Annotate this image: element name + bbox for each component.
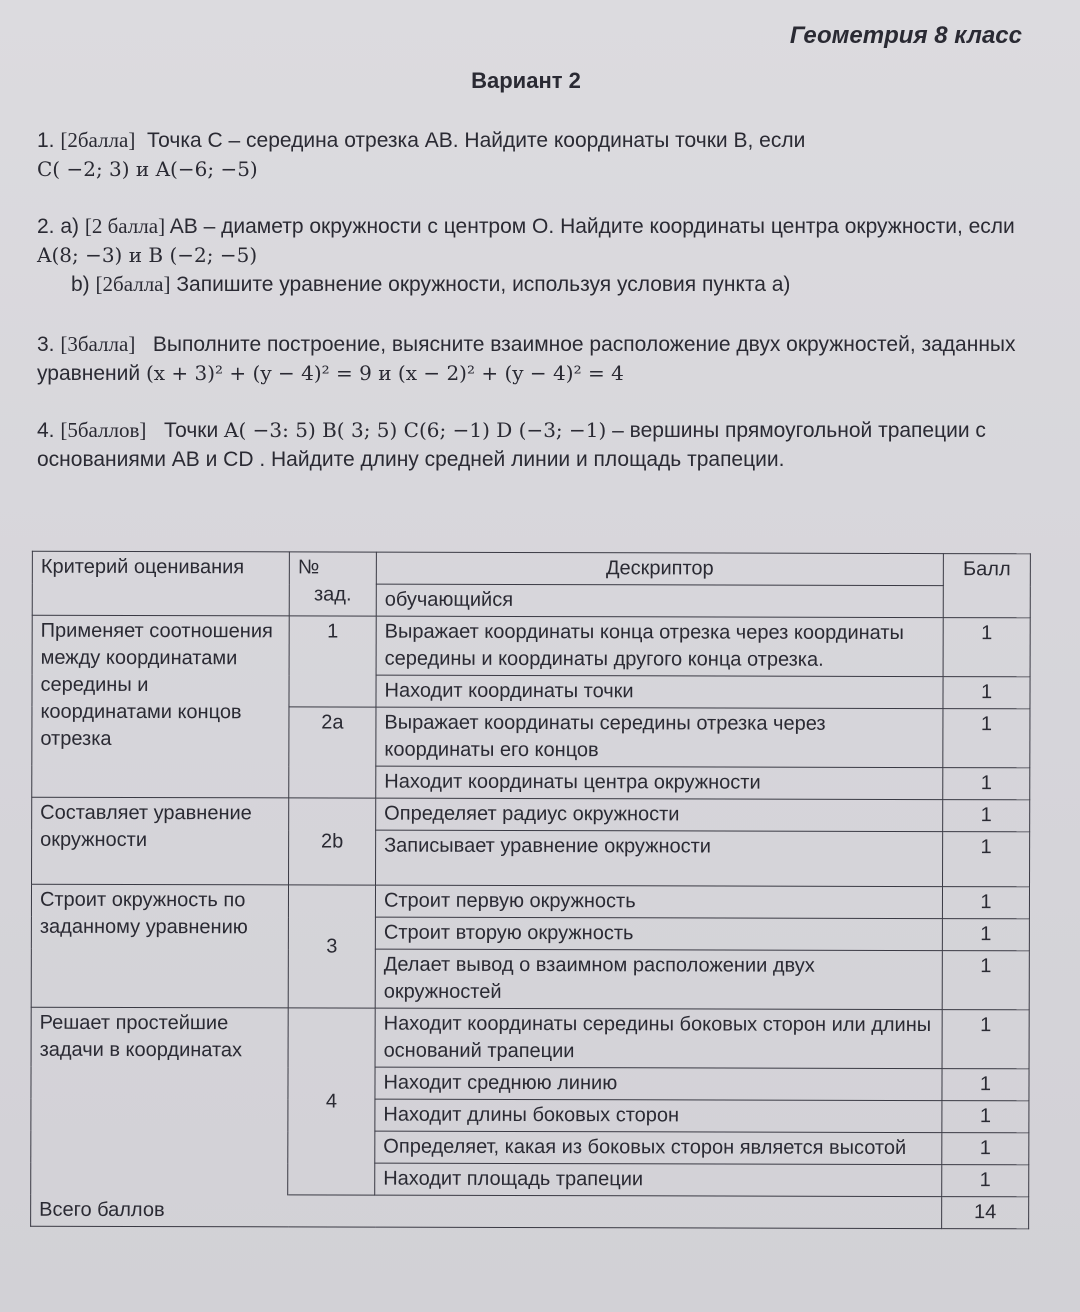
task-1 <box>37 126 1020 184</box>
descriptor-cell: Делает вывод о взаимном расположении двух окружностей <box>375 949 942 1009</box>
score-cell: 1 <box>943 709 1030 768</box>
score-cell: 1 <box>942 1069 1029 1101</box>
total-score: 14 <box>942 1197 1029 1229</box>
header-criterion: Критерий оценивания <box>32 551 289 616</box>
task-4-points: [5баллов] <box>60 418 147 442</box>
descriptor-cell: Находит координаты точки <box>376 675 943 708</box>
task-4-text-a: Точки <box>163 419 219 442</box>
descriptor-cell: Находит длины боковых сторон <box>375 1099 942 1132</box>
header-descriptor: Дескриптор <box>376 552 943 585</box>
assessment-table <box>30 551 1031 1230</box>
descriptor-cell: Находит среднюю линию <box>375 1067 942 1100</box>
descriptor-cell: Выражает координаты конца отрезка через координаты середины и координаты другого конца отрезка. <box>376 616 943 676</box>
score-cell: 1 <box>942 951 1029 1010</box>
table-row <box>31 1007 1029 1069</box>
descriptor-cell: Выражает координаты середины отрезка через координаты его концов <box>376 707 943 767</box>
task-3-text: Выполните построение, выясните взаимное расположение двух окружностей, заданных уравнений <box>37 333 1016 385</box>
task-4-math: A( −3: 5) B( 3; 5) C(6; −1) D (−3; −1) <box>224 418 607 442</box>
task-1-text: Точка C – середина отрезка AB. Найдите координаты точки B, если <box>147 129 806 152</box>
task-4-number: 4. <box>37 419 55 442</box>
descriptor-cell: Находит площадь трапеции <box>375 1163 942 1196</box>
table-row <box>32 615 1030 677</box>
task-num-2a: 2a <box>289 707 376 798</box>
task-num-4: 4 <box>288 1008 375 1195</box>
task-1-number: 1. <box>37 129 55 152</box>
task-2b-points: [2балла] <box>95 272 171 296</box>
score-cell: 1 <box>943 768 1030 800</box>
score-cell: 1 <box>942 1010 1029 1069</box>
score-cell: 1 <box>942 1101 1029 1133</box>
task-3 <box>37 330 1020 388</box>
score-cell: 1 <box>942 1133 1029 1165</box>
descriptor-cell: Записывает уравнение окружности <box>376 830 943 886</box>
task-2a-text: AB – диаметр окружности с центром O. Найдите координаты центра окружности, если <box>169 215 1015 238</box>
score-cell: 1 <box>942 919 1029 951</box>
table-row <box>32 797 1030 832</box>
task-4 <box>37 416 1020 474</box>
descriptor-cell: Находит координаты центра окружности <box>376 766 943 799</box>
task-1-math: C( −2; 3) и A(−6; −5) <box>37 157 258 181</box>
criterion-4: Решает простейшие задачи в координатах <box>31 1007 288 1195</box>
descriptor-cell: Находит координаты середины боковых сторон или длины оснований трапеции <box>375 1008 942 1068</box>
task-2b-text: Запишите уравнение окружности, используя условия пункта а) <box>176 273 791 296</box>
table-header-row <box>32 551 1030 586</box>
task-3-math: (x + 3)² + (y − 4)² = 9 и (x − 2)² + (y − 4)² = 4 <box>145 361 624 385</box>
header-descriptor-sub: обучающийся <box>376 584 943 617</box>
criterion-3: Строит окружность по заданному уравнению <box>31 884 288 1008</box>
task-num-1: 1 <box>289 616 376 707</box>
criterion-2: Составляет уравнение окружности <box>32 797 289 885</box>
variant-title: Вариант 2 <box>471 68 581 93</box>
descriptor-cell: Строит вторую окружность <box>375 917 942 950</box>
task-2a-math: A(8; −3) и B (−2; −5) <box>37 243 258 267</box>
task-2b <box>71 270 790 299</box>
subject-title: Геометрия 8 класс <box>789 22 1022 49</box>
score-cell: 1 <box>942 887 1029 919</box>
task-num-3: 3 <box>288 885 375 1008</box>
task-2b-number: b) <box>71 273 90 296</box>
task-1-points: [2балла] <box>60 128 136 152</box>
score-cell: 1 <box>943 800 1030 832</box>
task-4-text-b: – вершины прямоугольной трапеции с основаниями AB и CD . Найдите длину средней линии и площадь трапеции. <box>37 419 986 471</box>
criterion-1: Применяет соотношения между координатами середины и координатами концов отрезка <box>32 615 289 798</box>
header-score: Балл <box>943 554 1030 618</box>
score-cell: 1 <box>943 677 1030 709</box>
task-num-2b: 2b <box>289 798 376 885</box>
task-3-points: [3балла] <box>60 332 136 356</box>
task-2a <box>37 212 1020 270</box>
table-row <box>31 884 1029 919</box>
score-cell: 1 <box>942 1165 1029 1197</box>
score-cell: 1 <box>943 832 1030 887</box>
descriptor-cell: Определяет радиус окружности <box>376 798 943 831</box>
descriptor-cell: Строит первую окружность <box>375 885 942 918</box>
header-task-number: № зад. <box>289 552 376 616</box>
total-row <box>31 1194 1029 1229</box>
total-label: Всего баллов <box>31 1194 942 1228</box>
descriptor-cell: Определяет, какая из боковых сторон является высотой <box>375 1131 942 1164</box>
task-3-number: 3. <box>37 333 55 356</box>
task-2a-number: 2. a) <box>37 215 80 238</box>
score-cell: 1 <box>943 618 1030 677</box>
task-2a-points: [2 балла] <box>84 214 166 238</box>
